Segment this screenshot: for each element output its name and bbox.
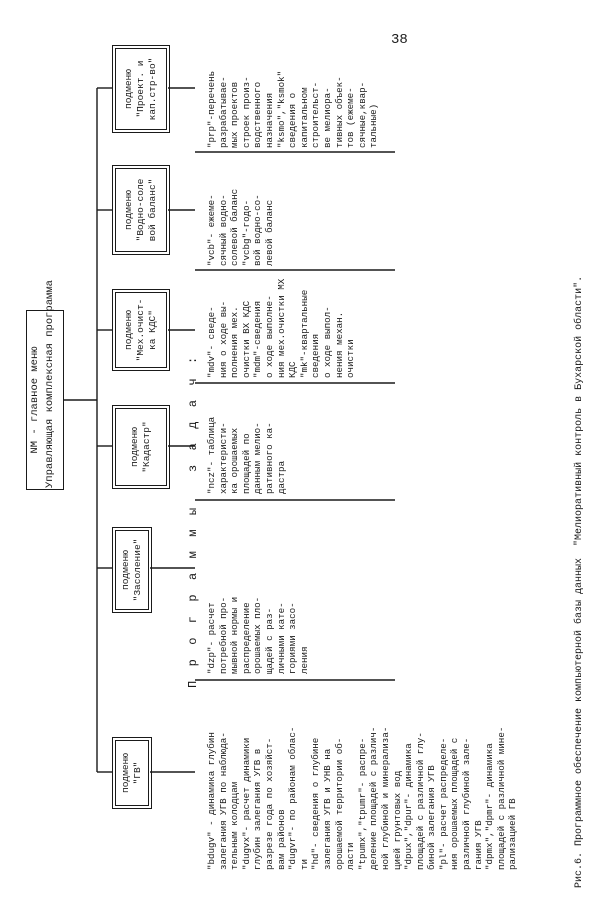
main-menu-line1: NM - главное меню [29, 346, 41, 454]
submenu-mex [116, 293, 166, 367]
main-menu-line2: Управляющая комплексная программа [44, 280, 56, 488]
submenu-kadastr [116, 409, 166, 485]
programs-band-label: П р о г р а м м ы з а д а ч : [186, 356, 200, 688]
submenu-tv [116, 741, 148, 805]
desc-vodno-text: "vcb"- ежеме- сячный водно- солевой баланс "vcbg"-годо- вой водно-со- левой баланс [206, 188, 275, 266]
desc-proekt [206, 38, 391, 148]
submenu-proekt-label: подменю "Проект. и кап.стр-во" [123, 57, 158, 121]
main-menu-text [28, 280, 62, 488]
submenu-zasolenie-label: подменю "Засоление" [120, 538, 143, 602]
desc-zasolenie-text: "dzp"- расчет потребной про- мывной нормы и распределение орошаемых пло- щадей с раз- личными кате- гориями засо- ления [206, 596, 310, 674]
submenu-mex-label: подменю "Мех.очист- ка КДС" [123, 298, 158, 362]
submenu-proekt [116, 49, 166, 129]
desc-zasolenie [206, 504, 326, 674]
submenu-vodno-label: подменю "Водно-соле вой баланс" [123, 178, 158, 242]
desc-proekt-text: "prp"-перечень разрабатывае- мых проектов строек произ- водственного назначения "ksmo","ksmok" сведения о капитальном строительст- ве мелиора- тивных объек- тов (ежеме- сячные,квар- тальные) [206, 70, 380, 148]
desc-kadastr [206, 384, 316, 494]
submenu-zasolenie [116, 531, 148, 609]
submenu-kadastr-label: подменю "Кадастр" [129, 421, 152, 473]
desc-tv [206, 680, 536, 870]
desc-tv-text: "bdugv" - динамика глубин залегания УГВ по наблюда- тельным колодцам "dugvx"- расчет динамики глубин залегания УГВ в разрезе года по хозяйст- вам районов "dugvr"- по районам облас- ти "hd"- сведения о глубине залегания УГВ и УНВ на орошаемой территории об- ласти "tpumx","tpumr"- распре- деление площадей с различ- ной глубиной и минерализа- цией грунтовых вод "dpux","dpur"- динамика площадей с различной глу- биной залегания УГВ "pl"- расчет распределе- ния орошаемых площадей с различной глубиной зале- гания УГВ "dpmx","dpmr"- динамика площадей с различной мине- рализацией ГВ [206, 726, 519, 870]
programs-band [181, 218, 200, 688]
desc-kadastr-text: "ncz"- таблица характеристи- ка орошаемых площадей по данным мелио- ративного ка- дастра [206, 416, 287, 494]
submenu-vodno [116, 169, 166, 251]
figure-caption-text: Рис.6. Программное обеспечение компьютерной базы данных "Мелиоративный контроль в Бухарской области". [574, 275, 585, 888]
desc-mex-text: "mdv"- сведе- ния о ходе вы- полнения мех. очистки ВХ КДС "mdm"-сведения о ходе выполне- ния мех.очистки МХ КДС "mk"-квартальные сведения о ходе выпол- нения механ. очистки [206, 278, 357, 378]
figure-caption [566, 8, 585, 888]
desc-vodno [206, 156, 316, 266]
submenu-tv-label: подменю "ГВ" [120, 753, 143, 793]
page-number: 38 [391, 32, 408, 48]
